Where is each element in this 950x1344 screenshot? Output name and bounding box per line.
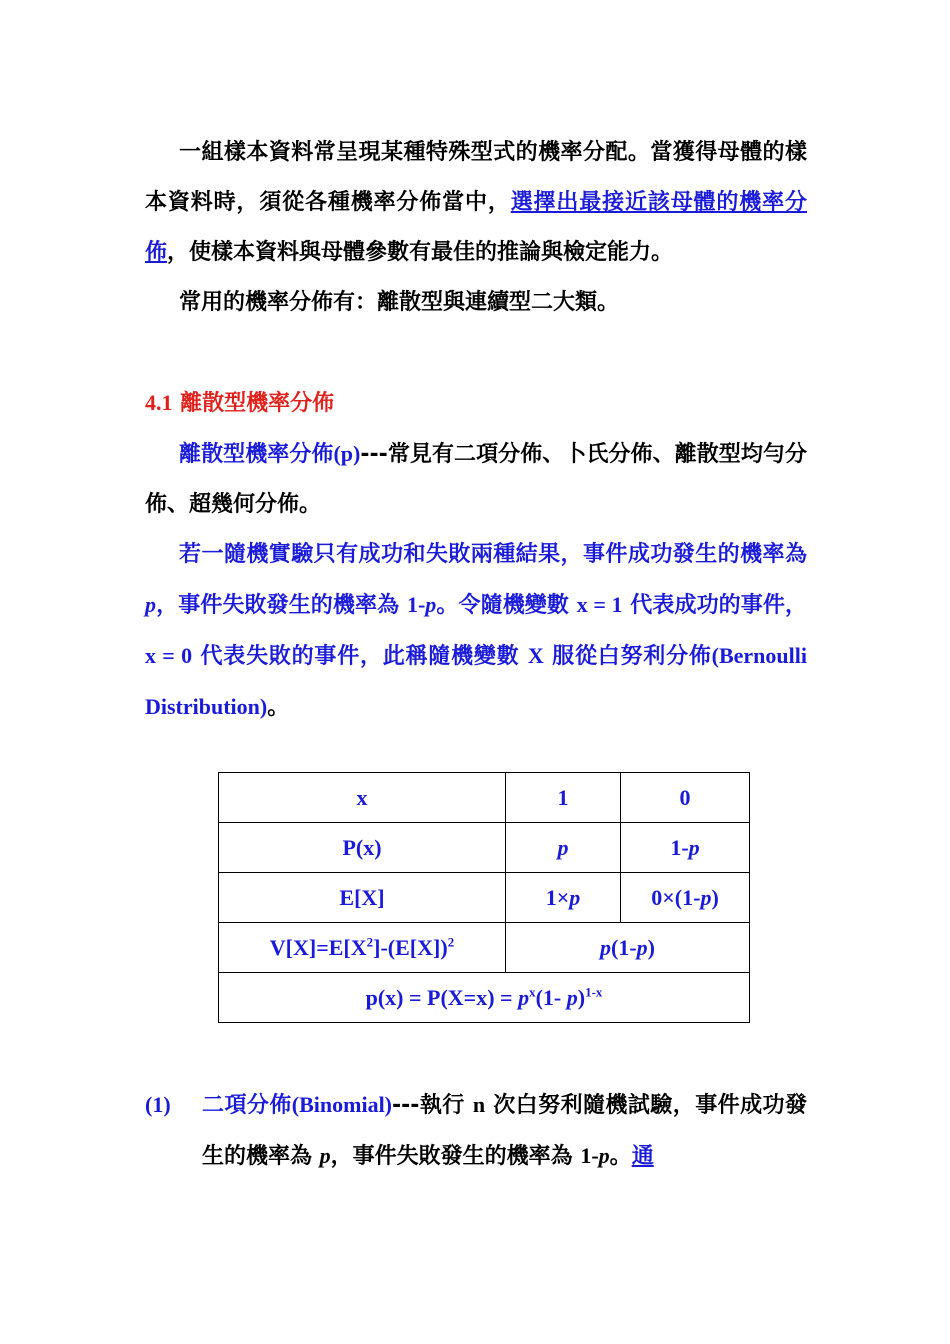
table-cell xyxy=(506,823,621,873)
table-row xyxy=(219,823,750,873)
cell-text: 1- xyxy=(670,834,689,860)
cell-sup: 2 xyxy=(447,934,455,950)
cell-p: p xyxy=(566,984,578,1010)
list-number: (1) xyxy=(145,1092,171,1117)
cell-text: ) xyxy=(647,934,655,960)
binomial-p-2: p xyxy=(598,1143,610,1168)
table-cell xyxy=(219,923,506,973)
cell-text: 0×(1- xyxy=(651,884,701,910)
section-number: 4.1 xyxy=(145,390,173,415)
bernoulli-table xyxy=(218,772,750,1023)
list-item-binomial xyxy=(145,1080,807,1182)
binomial-text-2: 次白努利隨機試驗，事件成功發生的機率為 xyxy=(202,1093,807,1169)
bernoulli-paragraph xyxy=(145,530,807,733)
cell-text: ) xyxy=(577,984,586,1010)
section-title: 離散型機率分佈 xyxy=(172,391,335,416)
bern-text-4: 代表成功的事件， xyxy=(622,593,807,618)
cell-p: p xyxy=(688,834,700,860)
bern-end: 。 xyxy=(267,695,290,720)
binomial-text-1: ---執行 xyxy=(392,1093,473,1118)
bern-text-1: 若一隨機實驗只有成功和失敗兩種結果，事件成功發生的機率為 xyxy=(179,542,807,567)
table-row xyxy=(219,773,750,823)
bern-p: p xyxy=(145,592,156,617)
cell-p: p xyxy=(600,934,611,960)
bern-x0: x = 0 xyxy=(145,643,193,668)
table-cell: x xyxy=(219,773,506,823)
table-row xyxy=(219,873,750,923)
binomial-one-minus: 1- xyxy=(580,1143,599,1168)
bern-p-2: p xyxy=(425,592,437,617)
table-cell xyxy=(621,873,750,923)
cell-text: ) xyxy=(711,884,719,910)
bern-text-6: 服從白努利分佈 xyxy=(543,644,712,669)
list-body xyxy=(202,1080,807,1182)
cell-sup: 1-x xyxy=(585,984,603,1000)
table-cell: P(x) xyxy=(219,823,506,873)
cell-text: p(x) = P(X=x) = xyxy=(365,984,519,1010)
table-cell: 0 xyxy=(621,773,750,823)
cell-p: p xyxy=(700,884,712,910)
discrete-paragraph xyxy=(145,429,807,530)
cell-text: 1× xyxy=(545,884,570,910)
table-row xyxy=(219,923,750,973)
bern-text-2: ，事件失敗發生的機率為 xyxy=(156,593,407,618)
bern-X: X xyxy=(527,643,544,668)
binomial-text-4: 。 xyxy=(609,1144,632,1169)
intro-text: 一組樣本資料常呈現某種特殊型式的機率分配。當獲得母體的樣本資料時，須從各種機率分佈當中， xyxy=(145,140,807,215)
binomial-title-en: (Binomial) xyxy=(291,1092,393,1117)
section-heading xyxy=(145,378,807,429)
table-row xyxy=(219,973,750,1023)
intro-link[interactable]: 選擇出最接近該母體的機率分佈 xyxy=(145,190,807,265)
binomial-text-3: ，事件失敗發生的機率為 xyxy=(330,1144,581,1169)
binomial-p: p xyxy=(319,1143,331,1168)
bern-x1: x = 1 xyxy=(576,592,623,617)
cell-text: V[X]=E[X xyxy=(269,934,367,960)
binomial-n: n xyxy=(472,1092,486,1117)
cell-p: p xyxy=(557,834,569,860)
table-cell: E[X] xyxy=(219,873,506,923)
intro-paragraph xyxy=(145,128,807,278)
document-page xyxy=(145,128,807,1169)
discrete-lead: 離散型機率分佈 xyxy=(179,442,334,467)
distribution-types-paragraph: 常用的機率分佈有：離散型與連續型二大類。 xyxy=(179,290,620,315)
cell-text: ]-(E[X]) xyxy=(373,934,448,960)
bern-text-5: 代表失敗的事件，此稱隨機變數 xyxy=(192,644,528,669)
table-cell: 1 xyxy=(506,773,621,823)
binomial-link[interactable]: 通 xyxy=(631,1144,654,1169)
cell-p: p xyxy=(636,934,648,960)
cell-p: p xyxy=(518,984,530,1010)
cell-text: (1- xyxy=(535,984,567,1010)
cell-sup: x xyxy=(529,984,536,1000)
cell-p: p xyxy=(569,884,581,910)
bern-text-3: 。令隨機變數 xyxy=(436,593,577,618)
cell-text: (1- xyxy=(611,934,637,960)
binomial-title: 二項分佈 xyxy=(202,1093,292,1118)
cell-sup: 2 xyxy=(366,934,374,950)
table-cell xyxy=(506,873,621,923)
discrete-lead-paren: (p) xyxy=(333,441,361,466)
bern-one-minus: 1- xyxy=(406,592,426,617)
table-cell xyxy=(621,823,750,873)
discrete-rest: ---常見有二項分佈、卜氏分佈、離散型均勻分佈、超幾何分佈。 xyxy=(145,442,807,517)
bern-name-en: (Bernoulli Distribution) xyxy=(145,643,807,719)
table-cell xyxy=(219,973,750,1023)
intro-text-end: ，使樣本資料與母體參數有最佳的推論與檢定能力。 xyxy=(167,240,674,265)
table-cell xyxy=(506,923,750,973)
